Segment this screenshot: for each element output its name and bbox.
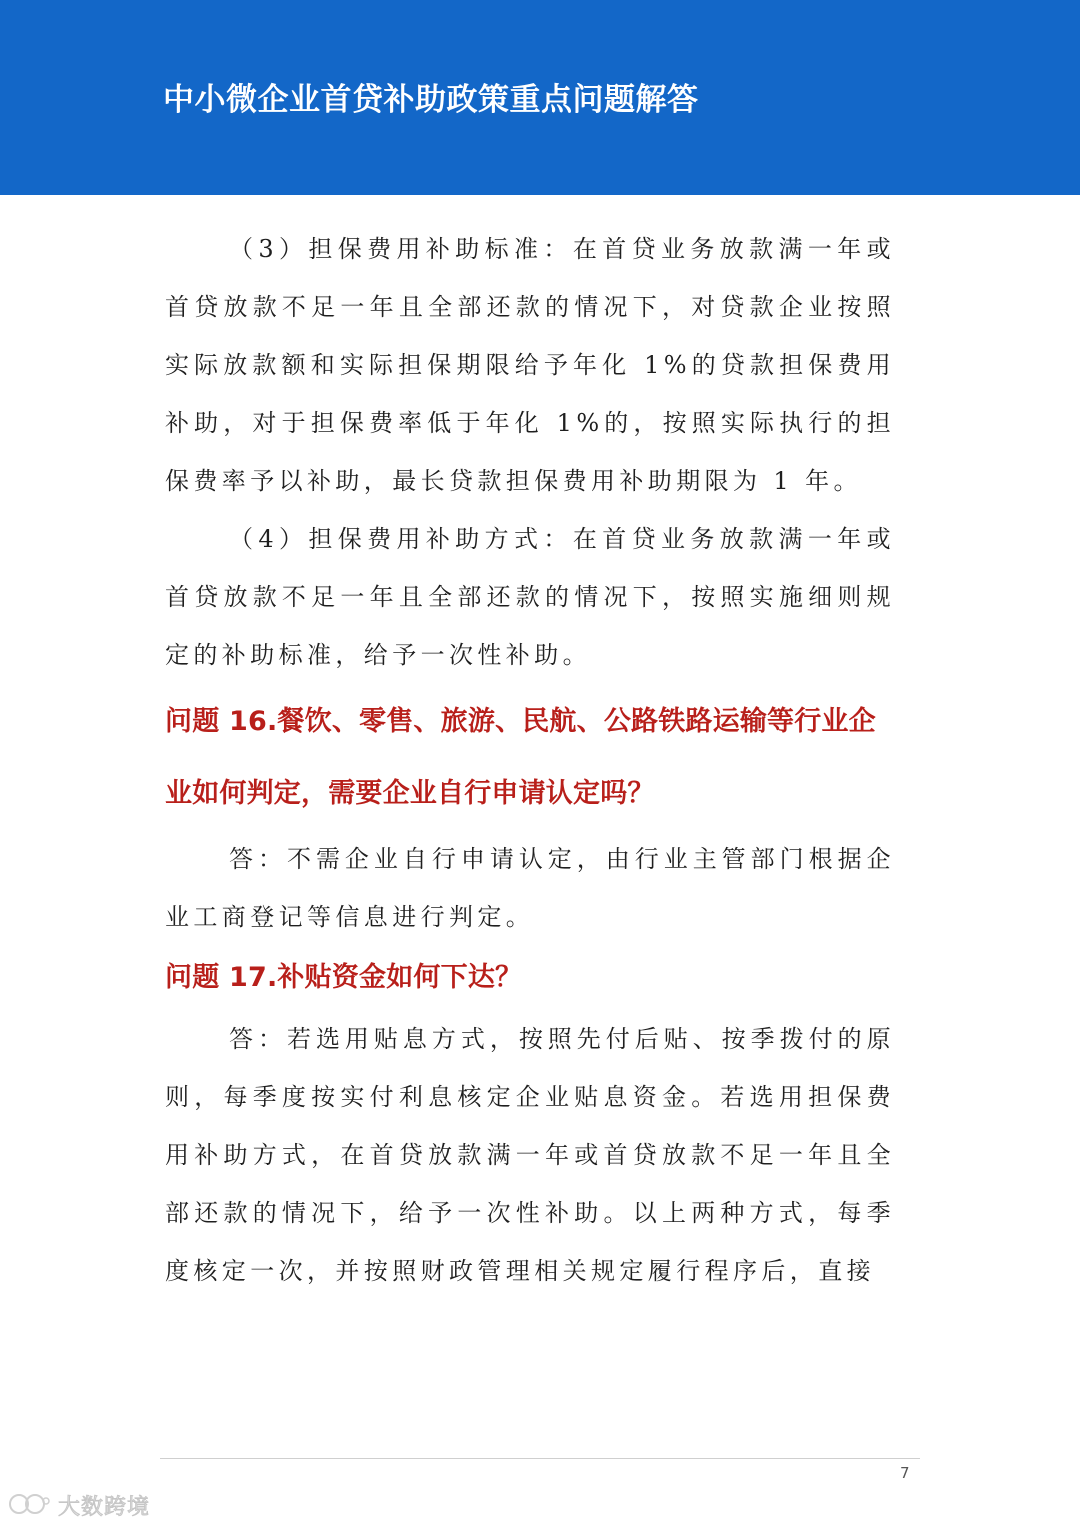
watermark-logo-icon	[8, 1491, 52, 1521]
document-body	[165, 220, 895, 1300]
watermark	[8, 1490, 150, 1521]
answer-16-paragraph: 答：不需企业自行申请认定，由行业主管部门根据企业工商登记等信息进行判定。	[165, 845, 895, 931]
paragraph-guarantee-method: （4）担保费用补助方式：在首贷业务放款满一年或首贷放款不足一年且全部还款的情况下，按照实施细则规定的补助标准，给予一次性补助。	[165, 525, 895, 669]
footer-divider	[160, 1458, 920, 1459]
page-number: 7	[900, 1464, 910, 1482]
paragraph-guarantee-standard: （3）担保费用补助标准：在首贷业务放款满一年或首贷放款不足一年且全部还款的情况下，对贷款企业按照实际放款额和实际担保期限给予年化 1%的贷款担保费用补助，对于担保费率低于年化 1%的，按照实际执行的担保费率予以补助，最长贷款担保费用补助期限为 1 年。	[165, 235, 895, 495]
answer-17-paragraph: 答：若选用贴息方式，按照先付后贴、按季拨付的原则，每季度按实付利息核定企业贴息资金。若选用担保费用补助方式，在首贷放款满一年或首贷放款不足一年且全部还款的情况下，给予一次性补助。以上两种方式，每季度核定一次，并按照财政管理相关规定履行程序后，直接	[165, 1025, 895, 1285]
page-header	[0, 0, 1080, 195]
question-16-heading: 问题 16.餐饮、零售、旅游、民航、公路铁路运输等行业企业如何判定，需要企业自行申请认定吗？	[165, 706, 876, 809]
question-17-heading: 问题 17.补贴资金如何下达？	[165, 962, 523, 993]
watermark-text: 大数跨境	[58, 1495, 151, 1520]
page-title: 中小微企业首贷补助政策重点问题解答	[163, 82, 699, 118]
